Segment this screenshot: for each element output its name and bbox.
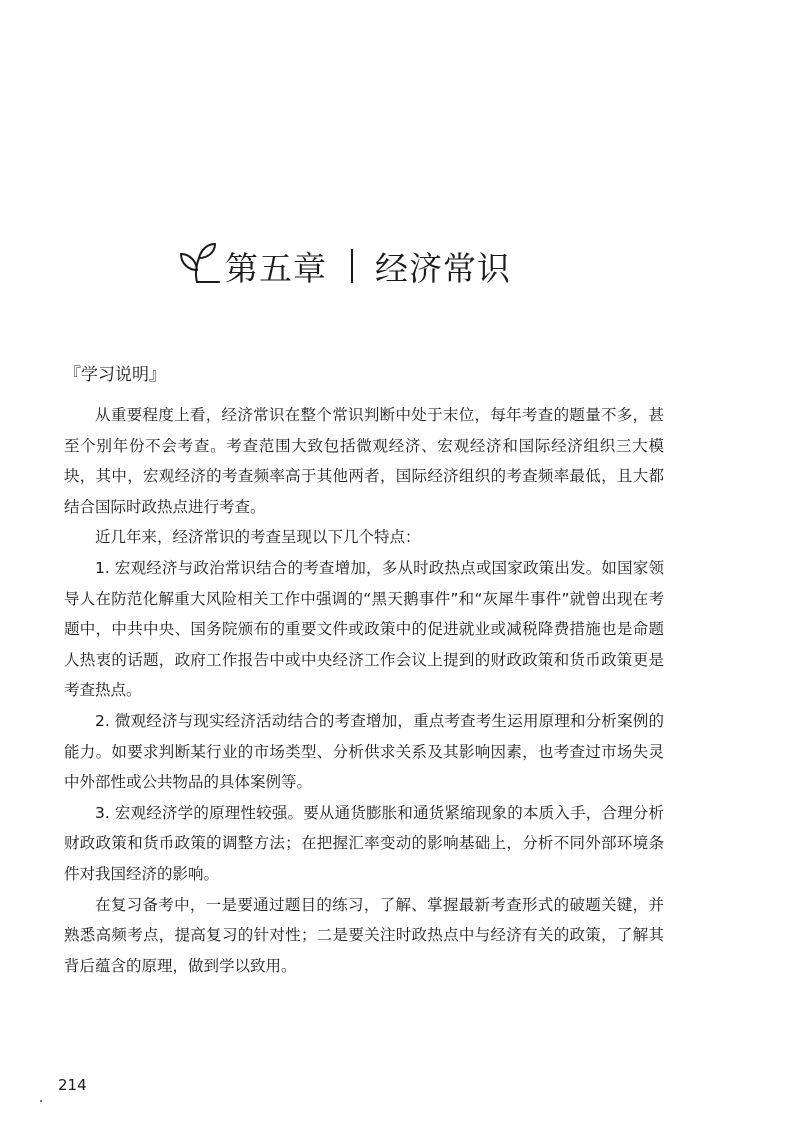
body-text: [64, 400, 664, 981]
sprout-icon: [175, 240, 221, 286]
paragraph-features-lead: 近几年来，经济常识的考查呈现以下几个特点：: [95, 528, 421, 547]
section-open-bracket: 『: [64, 365, 81, 385]
chapter-title: 经济常识: [375, 248, 511, 288]
section-heading-text: 学习说明: [81, 365, 149, 385]
paragraph-feature-3: 3. 宏观经济学的原理性较强。要从通货膨胀和通货紧缩现象的本质入手，合理分析财政政策和货币政策的调整方法；在把握汇率变动的影响基础上，分析不同外部环境条件对我国经济的影响。: [64, 803, 664, 883]
section-close-bracket: 』: [149, 365, 166, 385]
paragraph-feature-2: 2. 微观经济与现实经济活动结合的考查增加，重点考查考生运用原理和分析案例的能力。如要求判断某行业的市场类型、分析供求关系及其影响因素，也考查过市场失灵中外部性或公共物品的具体案例等。: [64, 711, 664, 792]
chapter-header: [175, 236, 511, 296]
chapter-number: 第五章: [225, 248, 327, 288]
paragraph-feature-1: 1. 宏观经济与政治常识结合的考查增加，多从时政热点或国家政策出发。如国家领导人在防范化解重大风险相关工作中强调的“黑天鹅事件”和“灰犀牛事件”就曾出现在考题中，中共中央、国务院颁布的重要文件或政策中的促进就业或减税降费措施也是命题人热衷的话题，政府工作报告中或中央经济工作会议上提到的财政政策和货币政策更是考查热点。: [64, 558, 664, 700]
paragraph-advice: 在复习备考中，一是要通过题目的练习，了解、掌握最新考查形式的破题关键，并熟悉高频考点，提高复习的针对性；二是要关注时政热点中与经济有关的政策，了解其背后蕴含的原理，做到学以致用。: [64, 895, 664, 975]
page-number: 214: [58, 1076, 87, 1094]
paragraph-intro: 从重要程度上看，经济常识在整个常识判断中处于末位，每年考查的题量不多，甚至个别年份不会考查。考查范围大致包括微观经济、宏观经济和国际经济组织三大模块，其中，宏观经济的考查频率高于其他两者，国际经济组织的考查频率最低，且大都结合国际时政热点进行考查。: [64, 406, 664, 516]
scan-speck: [40, 1100, 42, 1102]
section-heading: [64, 360, 166, 385]
chapter-divider: [351, 249, 353, 283]
